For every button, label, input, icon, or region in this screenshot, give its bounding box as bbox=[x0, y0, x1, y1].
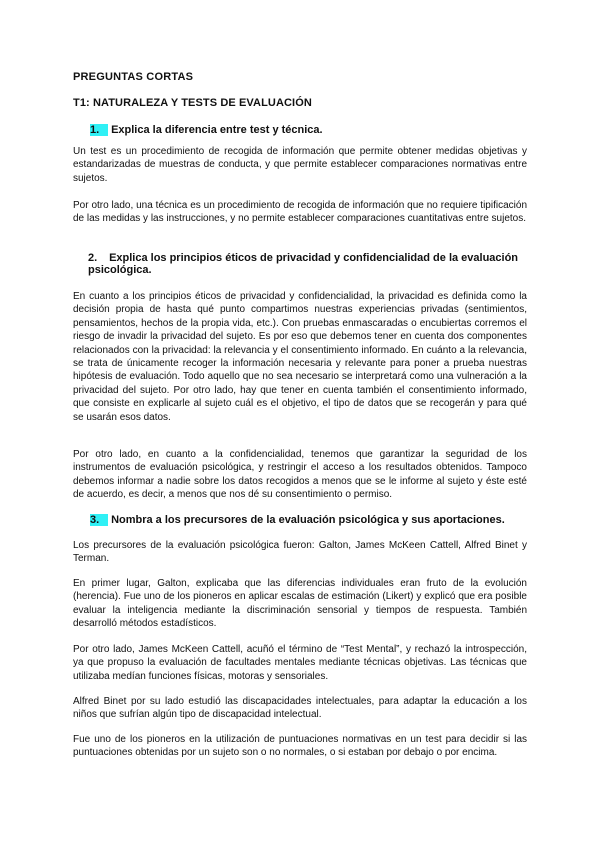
paragraph: Alfred Binet por su lado estudió las discapacidades intelectuales, para adaptar la educación a los niños que sufrían algún tipo de discapacidad intelectual. bbox=[73, 696, 527, 721]
question-3-heading bbox=[90, 514, 505, 526]
paragraph: Un test es un procedimiento de recogida de información que permite obtener medidas objetivas y estandarizadas de muestras de conducta, y que permite establecer comparaciones normativas entre sujetos. bbox=[73, 146, 527, 184]
question-3-text: Nombra a los precursores de la evaluación psicológica y sus aportaciones. bbox=[111, 514, 505, 526]
question-3-number: 3. bbox=[90, 514, 108, 526]
question-1-heading bbox=[90, 124, 323, 136]
question-2-heading bbox=[88, 252, 528, 276]
question-2-text: Explica los principios éticos de privacidad y confidencialidad de la evaluación psicológica. bbox=[88, 252, 519, 276]
section-heading: T1: NATURALEZA Y TESTS DE EVALUACIÓN bbox=[73, 97, 312, 109]
question-2-number: 2. bbox=[88, 252, 98, 264]
paragraph: Fue uno de los pioneros en la utilización de puntuaciones normativas en un test para decidir si las puntuaciones obtenidas por un sujeto son o no normales, o si estaban por debajo o por encima. bbox=[73, 734, 527, 759]
paragraph: Por otro lado, una técnica es un procedimiento de recogida de información que no requiere tipificación de las medidas y las instrucciones, y no permite establecer comparaciones cuantitativas entre sujetos. bbox=[73, 200, 527, 225]
document-title: PREGUNTAS CORTAS bbox=[73, 71, 194, 83]
paragraph: En cuanto a los principios éticos de privacidad y confidencialidad, la privacidad es definida como la decisión propia de hasta qué punto compartimos nuestras experiencias privadas (sentimientos, pensamientos, hechos de la propia vida, etc.). Con pruebas enmascaradas o encubiertas corremos el riesgo de invadir la privacidad del sujeto. Es por eso que debemos tener en cuenta dos componentes relacionados con la privacidad: la relevancia y el consentimiento informado. En cuánto a la relevancia, se trata de únicamente recoger la información necesaria y relevante para poner a prueba nuestras hipótesis de evaluación. Todo aquello que no sea necesario se interpretará como una vulneración a la privacidad del sujeto. Por otro lado, hay que tener en cuenta también el consentimiento informado, que consiste en explicarle al sujeto cuál es el objetivo, el tipo de datos que se recogerán y para qué se usarán esos datos. bbox=[73, 291, 527, 423]
paragraph: Por otro lado, James McKeen Cattell, acuñó el término de “Test Mental”, y rechazó la introspección, ya que propuso la evaluación de facultades mentales mediante técnicas objetivas. Las técnicas que utilizaba medían funciones físicas, motoras y sensoriales. bbox=[73, 644, 527, 682]
paragraph: Por otro lado, en cuanto a la confidencialidad, tenemos que garantizar la seguridad de los instrumentos de evaluación psicológica, y restringir el acceso a los resultados obtenidos. Tampoco debemos informar a nadie sobre los datos recogidos a menos que se le informe al sujeto y éste esté de acuerdo, es decir, a menos que nos dé su consentimiento o permiso. bbox=[73, 449, 527, 501]
question-1-number: 1. bbox=[90, 124, 108, 136]
question-1-text: Explica la diferencia entre test y técnica. bbox=[111, 124, 323, 136]
paragraph: En primer lugar, Galton, explicaba que las diferencias individuales eran fruto de la evolución (herencia). Fue uno de los pioneros en aplicar escalas de estimación (Likert) y explicó que era posible evaluar la inteligencia mediante la discriminación sensorial y tiempos de respuesta. También desarrolló métodos estadísticos. bbox=[73, 578, 527, 630]
paragraph: Los precursores de la evaluación psicológica fueron: Galton, James McKeen Cattell, Alfred Binet y Terman. bbox=[73, 540, 527, 565]
